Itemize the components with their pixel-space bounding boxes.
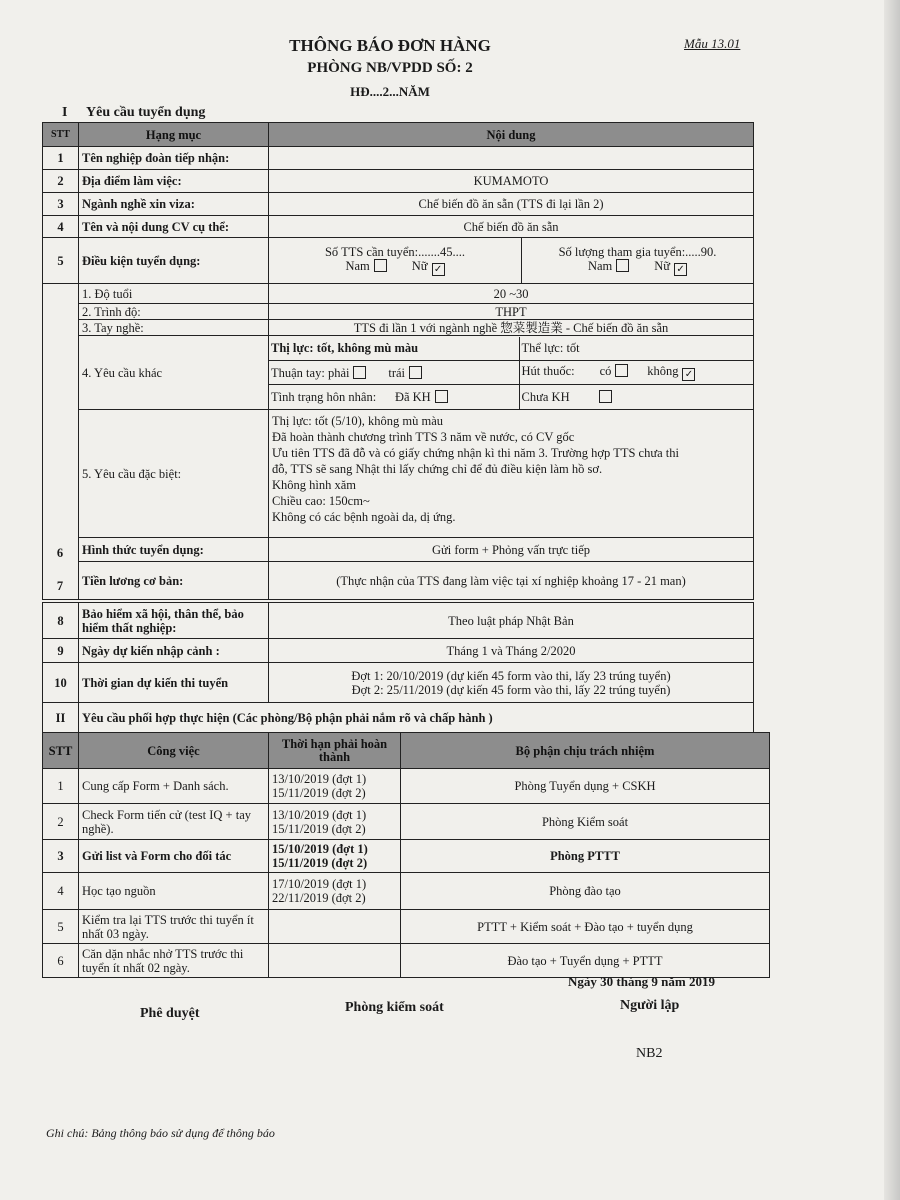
col-header-department: Bộ phận chịu trách nhiệm — [401, 733, 770, 769]
left-hand-checkbox[interactable] — [409, 366, 422, 379]
task-number: 4 — [43, 873, 79, 910]
right-hand-label: phải — [327, 365, 350, 380]
row-value: KUMAMOTO — [269, 170, 754, 193]
special-line: Đã hoàn thành chương trình TTS 3 năm về nước, có CV gốc — [272, 430, 575, 444]
deadline-2: 15/11/2019 (đợt 2) — [272, 786, 366, 800]
marital-label: Tình trạng hôn nhân: — [271, 389, 377, 404]
coordination-table — [42, 732, 770, 978]
row-value: Tháng 1 và Tháng 2/2020 — [269, 639, 754, 663]
task-number: 2 — [43, 804, 79, 840]
deadline-1: 15/10/2019 (đợt 1) — [272, 842, 368, 856]
col-header-item: Hạng mục — [79, 123, 269, 147]
row-number: 6 — [56, 546, 64, 560]
education-value: THPT — [269, 304, 754, 320]
sign-date: Ngày 30 tháng 9 năm 2019 — [568, 974, 715, 989]
special-line: Chiều cao: 150cm~ — [272, 494, 370, 508]
task-number: 5 — [43, 910, 79, 944]
male-checkbox[interactable] — [374, 259, 387, 272]
row-number: 7 — [56, 579, 64, 593]
col-header-stt: STT — [43, 733, 79, 769]
task-deadline — [269, 804, 401, 840]
row-number: 2 — [43, 170, 79, 193]
tts-joining-cell — [522, 238, 754, 284]
smoking-no-checkbox-checked[interactable]: ✓ — [682, 368, 695, 381]
special-line: Không có các bệnh ngoài da, dị ứng. — [272, 510, 456, 524]
doc-contract: HĐ....2...NĂM — [350, 84, 430, 99]
row-number: 4 — [43, 216, 79, 238]
creator-label: Người lập — [620, 998, 680, 1013]
deadline-2: 15/11/2019 (đợt 2) — [272, 856, 368, 870]
row-label: Ngành nghề xin viza: — [79, 193, 269, 216]
form-code: Mẫu 13.01 — [684, 36, 741, 51]
task-number: 1 — [43, 769, 79, 804]
tts-joining-text: Số lượng tham gia tuyển:.....90. — [558, 245, 717, 259]
age-value: 20 ~30 — [269, 284, 754, 304]
exam-schedule — [269, 663, 754, 703]
row-number: 5 — [43, 238, 79, 284]
row-label: Tên nghiệp đoàn tiếp nhận: — [79, 147, 269, 170]
stamina-text: Thể lực: tốt — [521, 341, 580, 356]
female-checkbox-checked[interactable]: ✓ — [674, 263, 687, 276]
task-department: Phòng Tuyển dụng + CSKH — [401, 769, 770, 804]
task-name: Kiểm tra lại TTS trước thi tuyển ít nhất 03 ngày. — [79, 910, 269, 944]
task-department: PTTT + Kiểm soát + Đào tạo + tuyển dụng — [401, 910, 770, 944]
deadline-1: 17/10/2019 (đợt 1) — [272, 877, 367, 891]
row-value: Gửi form + Phỏng vấn trực tiếp — [269, 538, 754, 562]
education-label: 2. Trình độ: — [79, 304, 269, 320]
special-requirements-list — [269, 410, 754, 538]
skill-label: 3. Tay nghề: — [79, 320, 269, 336]
row-label: Ngày dự kiến nhập cảnh : — [79, 639, 269, 663]
single-checkbox[interactable] — [599, 390, 612, 403]
task-name: Căn dặn nhắc nhở TTS trước thi tuyển ít nhất 02 ngày. — [79, 944, 269, 978]
row-label: Địa điểm làm việc: — [79, 170, 269, 193]
task-department: Đào tạo + Tuyển dụng + PTTT — [401, 944, 770, 978]
task-name: Học tạo nguồn — [79, 873, 269, 910]
smoking-label: Hút thuốc: — [521, 364, 575, 378]
col-header-content: Nội dung — [269, 123, 754, 147]
row-number: 1 — [43, 147, 79, 170]
requirements-table-cont — [42, 602, 754, 733]
exam-round-2: Đợt 2: 25/11/2019 (dự kiến 45 form vào thi, lấy 22 trúng tuyển) — [351, 682, 671, 697]
married-label: Đã KH — [394, 389, 431, 404]
row-value: (Thực nhận của TTS đang làm việc tại xí nghiệp khoảng 17 - 21 man) — [269, 562, 754, 600]
vision-text: Thị lực: tốt, không mù màu — [269, 337, 519, 361]
row-value: Chế biến đồ ăn sẵn (TTS đi lại lần 2) — [269, 193, 754, 216]
section-1-title: Yêu cầu tuyển dụng — [86, 105, 206, 120]
row-number: 9 — [43, 639, 79, 663]
creator-code: NB2 — [636, 1046, 663, 1061]
task-deadline — [269, 873, 401, 910]
special-line: Không hình xăm — [272, 478, 357, 492]
married-checkbox[interactable] — [435, 390, 448, 403]
left-hand-label: trái — [388, 365, 406, 380]
row-number: 10 — [43, 663, 79, 703]
special-requirements-label: 5. Yêu cầu đặc biệt: — [79, 410, 269, 538]
row-value: Chế biến đồ ăn sẵn — [269, 216, 754, 238]
row-label: Tên và nội dung CV cụ thể: — [79, 216, 269, 238]
col-header-stt: STT — [43, 123, 79, 147]
approval-label: Phê duyệt — [140, 1006, 200, 1021]
section-2-number: II — [43, 703, 79, 733]
single-label: Chưa KH — [521, 389, 570, 404]
row-label: Điều kiện tuyển dụng: — [79, 238, 269, 284]
smoking-yes-label: có — [599, 364, 612, 378]
row-number: 3 — [43, 193, 79, 216]
control-dept-label: Phòng kiểm soát — [345, 1000, 444, 1015]
female-label: Nữ — [654, 259, 671, 273]
deadline-1: 13/10/2019 (đợt 1) — [272, 772, 367, 786]
other-requirements-grid — [269, 337, 754, 409]
male-label: Nam — [345, 259, 370, 273]
male-label: Nam — [587, 259, 613, 273]
task-number: 6 — [43, 944, 79, 978]
special-line: đỗ, TTS sẽ sang Nhật thi lấy chứng chỉ để đủ điều kiện làm hồ sơ. — [272, 462, 603, 476]
smoking-no-label: không — [647, 364, 679, 378]
row-value: Theo luật pháp Nhật Bản — [269, 603, 754, 639]
task-department: Phòng Kiểm soát — [401, 804, 770, 840]
tts-needed-text: Số TTS cần tuyển:.......45.... — [324, 245, 466, 259]
smoking-yes-checkbox[interactable] — [615, 364, 628, 377]
other-requirements-label: 4. Yêu cầu khác — [79, 336, 269, 410]
row-value — [269, 147, 754, 170]
deadline-2: 15/11/2019 (đợt 2) — [272, 821, 366, 836]
exam-round-1: Đợt 1: 20/10/2019 (dự kiến 45 form vào thi, lấy 23 trúng tuyển) — [351, 668, 671, 683]
special-line: Thị lực: tốt (5/10), không mù màu — [272, 414, 443, 428]
male-checkbox[interactable] — [616, 259, 629, 272]
row-label: Tiền lương cơ bản: — [79, 562, 269, 600]
female-label: Nữ — [411, 259, 428, 273]
task-name: Gửi list và Form cho đối tác — [79, 840, 269, 873]
row-label: Hình thức tuyển dụng: — [79, 538, 269, 562]
doc-subtitle: PHÒNG NB/VPDD SỐ: 2 — [307, 60, 473, 76]
deadline-2: 22/11/2019 (đợt 2) — [272, 891, 366, 905]
col-header-task: Công việc — [79, 733, 269, 769]
skill-value: TTS đi lần 1 với ngành nghề 惣菜製造業 - Chế biến đồ ăn sẵn — [269, 320, 754, 336]
task-deadline — [269, 769, 401, 804]
task-department: Phòng đào tạo — [401, 873, 770, 910]
task-name: Cung cấp Form + Danh sách. — [79, 769, 269, 804]
page-edge — [884, 0, 900, 1200]
tts-needed-cell — [269, 238, 522, 284]
task-deadline — [269, 840, 401, 873]
requirements-table — [42, 122, 754, 600]
task-name: Check Form tiến cử (test IQ + tay nghề). — [79, 804, 269, 840]
doc-title: THÔNG BÁO ĐƠN HÀNG — [289, 36, 491, 55]
section-2-title: Yêu cầu phối hợp thực hiện (Các phòng/Bộ phận phải nắm rõ và chấp hành ) — [79, 703, 754, 733]
age-label: 1. Độ tuổi — [79, 284, 269, 304]
handedness-label: Thuận tay: — [271, 365, 325, 380]
female-checkbox-checked[interactable]: ✓ — [432, 263, 445, 276]
row-number: 8 — [43, 603, 79, 639]
footnote: Ghi chú: Bảng thông báo sử dụng để thông báo — [46, 1126, 275, 1140]
task-number: 3 — [43, 840, 79, 873]
row-label: Thời gian dự kiến thi tuyển — [79, 663, 269, 703]
special-line: Ưu tiên TTS đã đỗ và có giấy chứng nhận kì thi năm 3. Trường hợp TTS chưa thi — [272, 446, 679, 460]
right-hand-checkbox[interactable] — [353, 366, 366, 379]
section-1-number: I — [62, 105, 68, 120]
row-label: Bảo hiểm xã hội, thân thể, bảo hiểm thất nghiệp: — [79, 603, 269, 639]
task-department: Phòng PTTT — [401, 840, 770, 873]
col-header-deadline: Thời hạn phải hoàn thành — [269, 733, 401, 769]
deadline-1: 13/10/2019 (đợt 1) — [272, 807, 367, 822]
